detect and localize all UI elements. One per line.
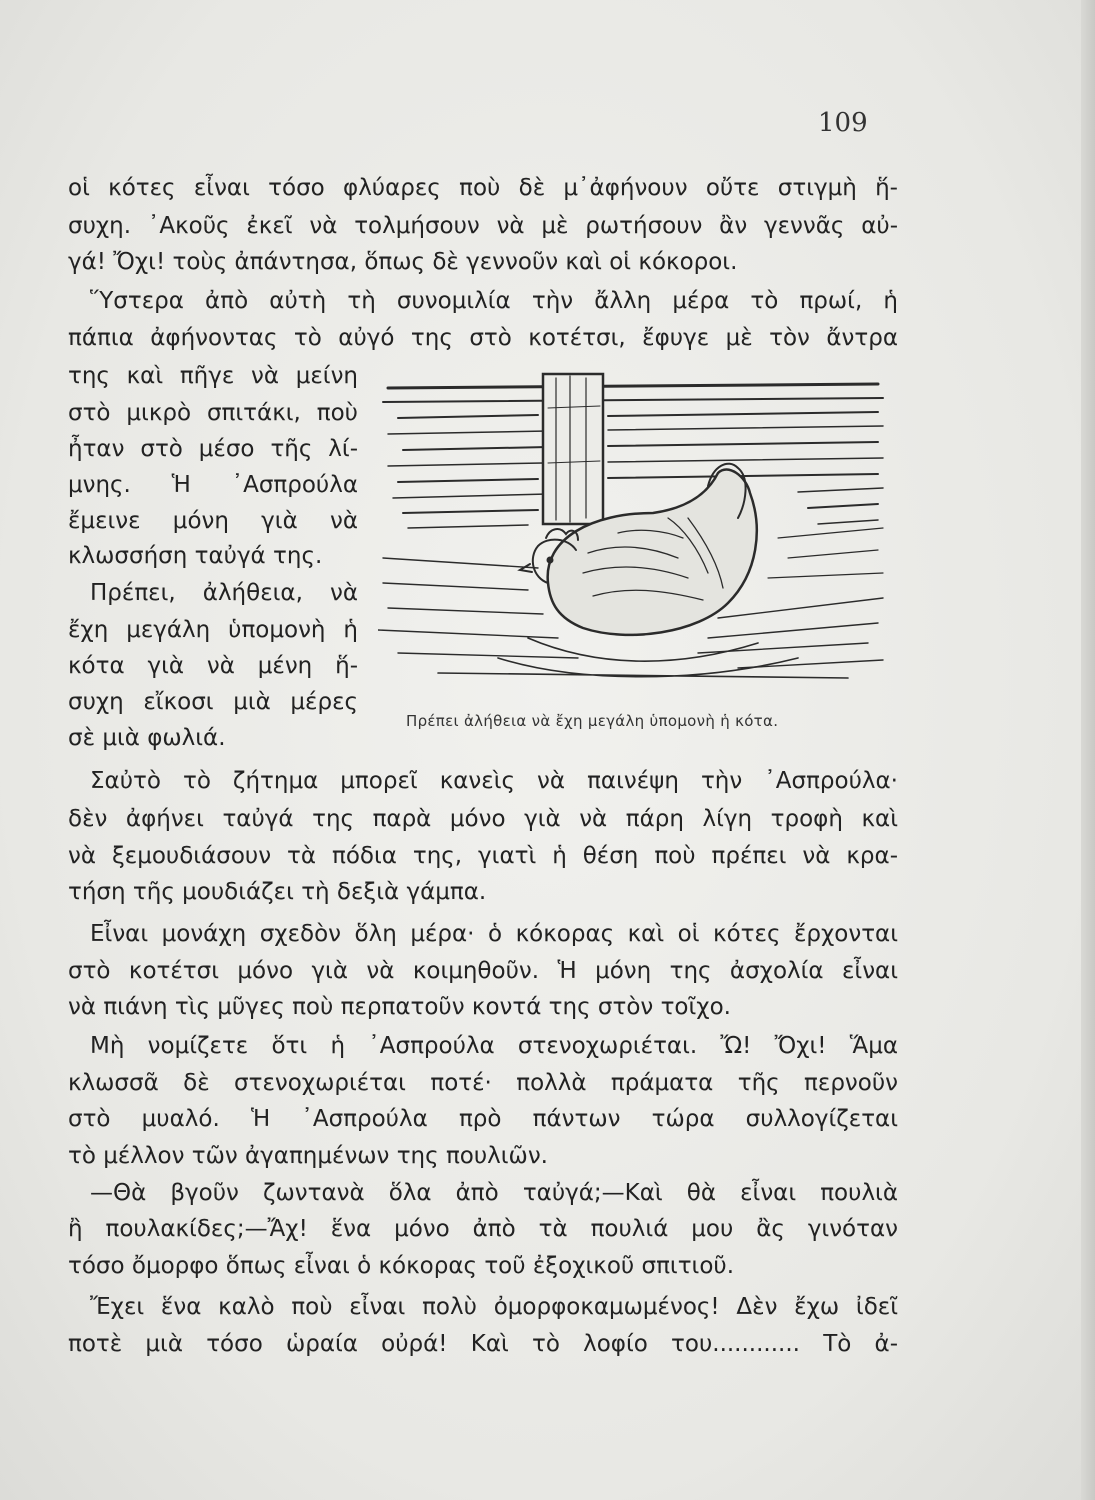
text-line: μνης. Ἡ ᾿Ασπρούλα — [68, 472, 358, 498]
text-line: ποτὲ μιὰ τόσο ὡραία οὐρά! Καὶ τὸ λοφίο του............ Τὸ ἀ- — [68, 1331, 898, 1357]
text-line: ἔχη μεγάλη ὑπομονὴ ἡ — [68, 617, 358, 643]
text-line: Μὴ νομίζετε ὅτι ἡ ᾿Ασπρούλα στενοχωριέται. Ὤ! Ὄχι! Ἅμα — [90, 1033, 898, 1059]
text-line: της καὶ πῆγε νὰ μείνη — [68, 363, 358, 389]
page-number: 109 — [818, 108, 868, 138]
text-line: κότα γιὰ νὰ μένη ἥ- — [68, 653, 358, 679]
text-line: συχη εἴκοσι μιὰ μέρες — [68, 689, 358, 715]
text-line: —Θὰ βγοῦν ζωντανὰ ὅλα ἀπὸ ταὐγά;—Καὶ θὰ εἶναι πουλιὰ — [90, 1180, 898, 1206]
text-line: τὸ μέλλον τῶν ἀγαπημένων της πουλιῶν. — [68, 1143, 548, 1169]
text-line: στὸ μυαλό. Ἡ ᾿Ασπρούλα πρὸ πάντων τώρα συλλογίζεται — [68, 1106, 898, 1132]
text-line: ἔμεινε μόνη γιὰ νὰ — [68, 508, 358, 534]
hen-illustration — [378, 368, 888, 698]
text-line: Σαὐτὸ τὸ ζήτημα μπορεῖ κανεὶς νὰ παινέψη τὴν ᾿Ασπρούλα· — [90, 768, 898, 794]
text-line: οἱ κότες εἶναι τόσο φλύαρες ποὺ δὲ μ᾿ἀφήνουν οὔτε στιγμὴ ἥ- — [68, 175, 898, 201]
text-line: κλωσσᾶ δὲ στενοχωριέται ποτέ· πολλὰ πράματα τῆς περνοῦν — [68, 1070, 898, 1096]
text-line: ἦταν στὸ μέσο τῆς λί- — [68, 436, 358, 462]
text-line: συχη. ᾿Ακοῦς ἐκεῖ νὰ τολμήσουν νὰ μὲ ρωτήσουν ἂν γεννᾶς αὐ- — [68, 213, 898, 239]
text-line: στὸ κοτέτσι μόνο γιὰ νὰ κοιμηθοῦν. Ἡ μόνη της ἀσχολία εἶναι — [68, 958, 898, 984]
text-line: σὲ μιὰ φωλιά. — [68, 725, 226, 751]
text-line: τήση τῆς μουδιάζει τὴ δεξιὰ γάμπα. — [68, 879, 487, 905]
text-line: πάπια ἀφήνοντας τὸ αὐγό της στὸ κοτέτσι, ἔφυγε μὲ τὸν ἄντρα — [68, 325, 898, 351]
page-edge-shadow — [1081, 0, 1095, 1500]
text-line: κλωσσήση ταὐγά της. — [68, 543, 323, 569]
text-line: γά! Ὄχι! τοὺς ἀπάντησα, ὅπως δὲ γεννοῦν καὶ οἱ κόκοροι. — [68, 249, 738, 275]
illustration-caption: Πρέπει ἀλήθεια νὰ ἔχη μεγάλη ὑπομονὴ ἡ κότα. — [406, 712, 779, 730]
text-line: νὰ ξεμουδιάσουν τὰ πόδια της, γιατὶ ἡ θέση ποὺ πρέπει νὰ κρα- — [68, 843, 898, 869]
text-line: ἢ πουλακίδες;—Ἄχ! ἕνα μόνο ἀπὸ τὰ πουλιά μου ἂς γινόταν — [68, 1216, 898, 1242]
text-line: νὰ πιάνη τὶς μῦγες ποὺ περπατοῦν κοντά της στὸν τοῖχο. — [68, 994, 731, 1020]
text-line: Ἔχει ἕνα καλὸ ποὺ εἶναι πολὺ ὀμορφοκαμωμένος! Δὲν ἔχω ἰδεῖ — [90, 1294, 898, 1320]
text-line: Πρέπει, ἀλήθεια, νὰ — [90, 580, 358, 606]
text-line: Ὕστερα ἀπὸ αὐτὴ τὴ συνομιλία τὴν ἄλλη μέρα τὸ πρωί, ἡ — [90, 288, 898, 314]
text-line: δὲν ἀφήνει ταὐγά της παρὰ μόνο γιὰ νὰ πάρη λίγη τροφὴ καὶ — [68, 806, 898, 832]
text-line: τόσο ὄμορφο ὅπως εἶναι ὁ κόκορας τοῦ ἐξοχικοῦ σπιτιοῦ. — [68, 1253, 735, 1279]
text-line: στὸ μικρὸ σπιτάκι, ποὺ — [68, 400, 358, 426]
text-line: Εἶναι μονάχη σχεδὸν ὅλη μέρα· ὁ κόκορας καὶ οἱ κότες ἔρχονται — [90, 921, 898, 947]
